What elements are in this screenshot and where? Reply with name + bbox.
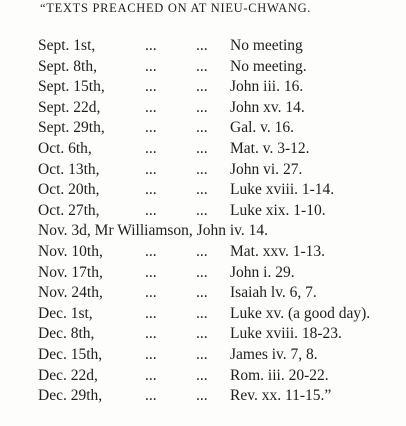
date-cell: Dec. 1st, xyxy=(38,304,93,322)
text-cell: No meeting. xyxy=(230,57,307,75)
date-cell: Nov. 17th, xyxy=(38,263,103,281)
date-cell: Sept. 22d, xyxy=(38,98,101,116)
leader-dots: ... xyxy=(196,284,208,302)
leader-dots: ... xyxy=(145,78,157,96)
date-cell: Nov. 24th, xyxy=(38,284,103,302)
list-item xyxy=(0,386,406,407)
leader-dots: ... xyxy=(145,57,157,75)
leader-dots: ... xyxy=(196,345,208,363)
list-item xyxy=(0,160,406,181)
list-item xyxy=(0,139,406,160)
leader-dots: ... xyxy=(196,387,208,405)
leader-dots: ... xyxy=(196,325,208,343)
leader-dots: ... xyxy=(145,139,157,157)
list-item xyxy=(0,283,406,304)
text-cell: Gal. v. 16. xyxy=(230,119,294,137)
leader-dots: ... xyxy=(145,181,157,199)
sermon-list xyxy=(0,36,406,407)
leader-dots: ... xyxy=(145,284,157,302)
date-cell: Dec. 29th, xyxy=(38,387,103,405)
leader-dots: ... xyxy=(145,98,157,116)
list-item xyxy=(0,77,406,98)
leader-dots: ... xyxy=(196,201,208,219)
list-item xyxy=(0,304,406,325)
leader-dots: ... xyxy=(196,57,208,75)
text-cell: Mat. xxv. 1-13. xyxy=(230,242,325,260)
leader-dots: ... xyxy=(196,366,208,384)
list-item xyxy=(0,36,406,57)
page-title: “TEXTS PREACHED ON AT NIEU-CHWANG. xyxy=(40,1,312,15)
leader-dots: ... xyxy=(145,242,157,260)
date-cell: Oct. 13th, xyxy=(38,160,100,178)
text-cell: Rom. iii. 20-22. xyxy=(230,366,329,384)
text-cell: Luke xix. 1-10. xyxy=(230,201,326,219)
text-cell: Luke xviii. 1-14. xyxy=(230,181,335,199)
leader-dots: ... xyxy=(196,139,208,157)
list-item xyxy=(0,345,406,366)
leader-dots: ... xyxy=(196,263,208,281)
date-cell: Sept. 8th, xyxy=(38,57,97,75)
text-cell: Isaiah lv. 6, 7. xyxy=(230,284,317,302)
leader-dots: ... xyxy=(145,366,157,384)
leader-dots: ... xyxy=(145,304,157,322)
leader-dots: ... xyxy=(145,201,157,219)
date-cell: Nov. 10th, xyxy=(38,242,103,260)
list-item xyxy=(0,263,406,284)
date-cell: Oct. 27th, xyxy=(38,201,100,219)
date-cell: Dec. 22d, xyxy=(38,366,98,384)
leader-dots: ... xyxy=(145,345,157,363)
leader-dots: ... xyxy=(196,160,208,178)
text-cell: John vi. 27. xyxy=(230,160,303,178)
leader-dots: ... xyxy=(196,242,208,260)
list-item xyxy=(0,118,406,139)
text-cell: Mat. v. 3-12. xyxy=(230,139,310,157)
leader-dots: ... xyxy=(145,160,157,178)
leader-dots: ... xyxy=(196,98,208,116)
leader-dots: ... xyxy=(196,304,208,322)
list-item xyxy=(0,242,406,263)
text-cell: James iv. 7, 8. xyxy=(230,345,318,363)
text-cell: John i. 29. xyxy=(230,263,295,281)
date-cell: Dec. 15th, xyxy=(38,345,103,363)
text-cell: Luke xv. (a good day). xyxy=(230,304,371,322)
list-item xyxy=(0,180,406,201)
list-item xyxy=(0,57,406,78)
leader-dots: ... xyxy=(145,325,157,343)
date-cell: Sept. 29th, xyxy=(38,119,105,137)
text-cell: John xv. 14. xyxy=(230,98,305,116)
leader-dots: ... xyxy=(145,263,157,281)
leader-dots: ... xyxy=(196,78,208,96)
leader-dots: ... xyxy=(196,37,208,54)
list-item xyxy=(0,366,406,387)
leader-dots: ... xyxy=(196,119,208,137)
text-cell: No meeting xyxy=(230,37,303,54)
list-item xyxy=(0,324,406,345)
leader-dots: ... xyxy=(196,181,208,199)
text-cell: John iii. 16. xyxy=(230,78,304,96)
full-line-cell: Nov. 3d, Mr Williamson, John iv. 14. xyxy=(38,222,269,240)
list-item xyxy=(0,201,406,222)
leader-dots: ... xyxy=(145,119,157,137)
date-cell: Oct. 20th, xyxy=(38,181,100,199)
date-cell: Sept. 1st, xyxy=(38,37,96,54)
date-cell: Sept. 15th, xyxy=(38,78,105,96)
text-cell: Luke xviii. 18-23. xyxy=(230,325,342,343)
date-cell: Dec. 8th, xyxy=(38,325,95,343)
date-cell: Oct. 6th, xyxy=(38,139,92,157)
leader-dots: ... xyxy=(145,37,157,54)
text-cell: Rev. xx. 11-15.” xyxy=(230,387,332,405)
list-item xyxy=(0,98,406,119)
list-item xyxy=(0,221,406,242)
leader-dots: ... xyxy=(145,387,157,405)
